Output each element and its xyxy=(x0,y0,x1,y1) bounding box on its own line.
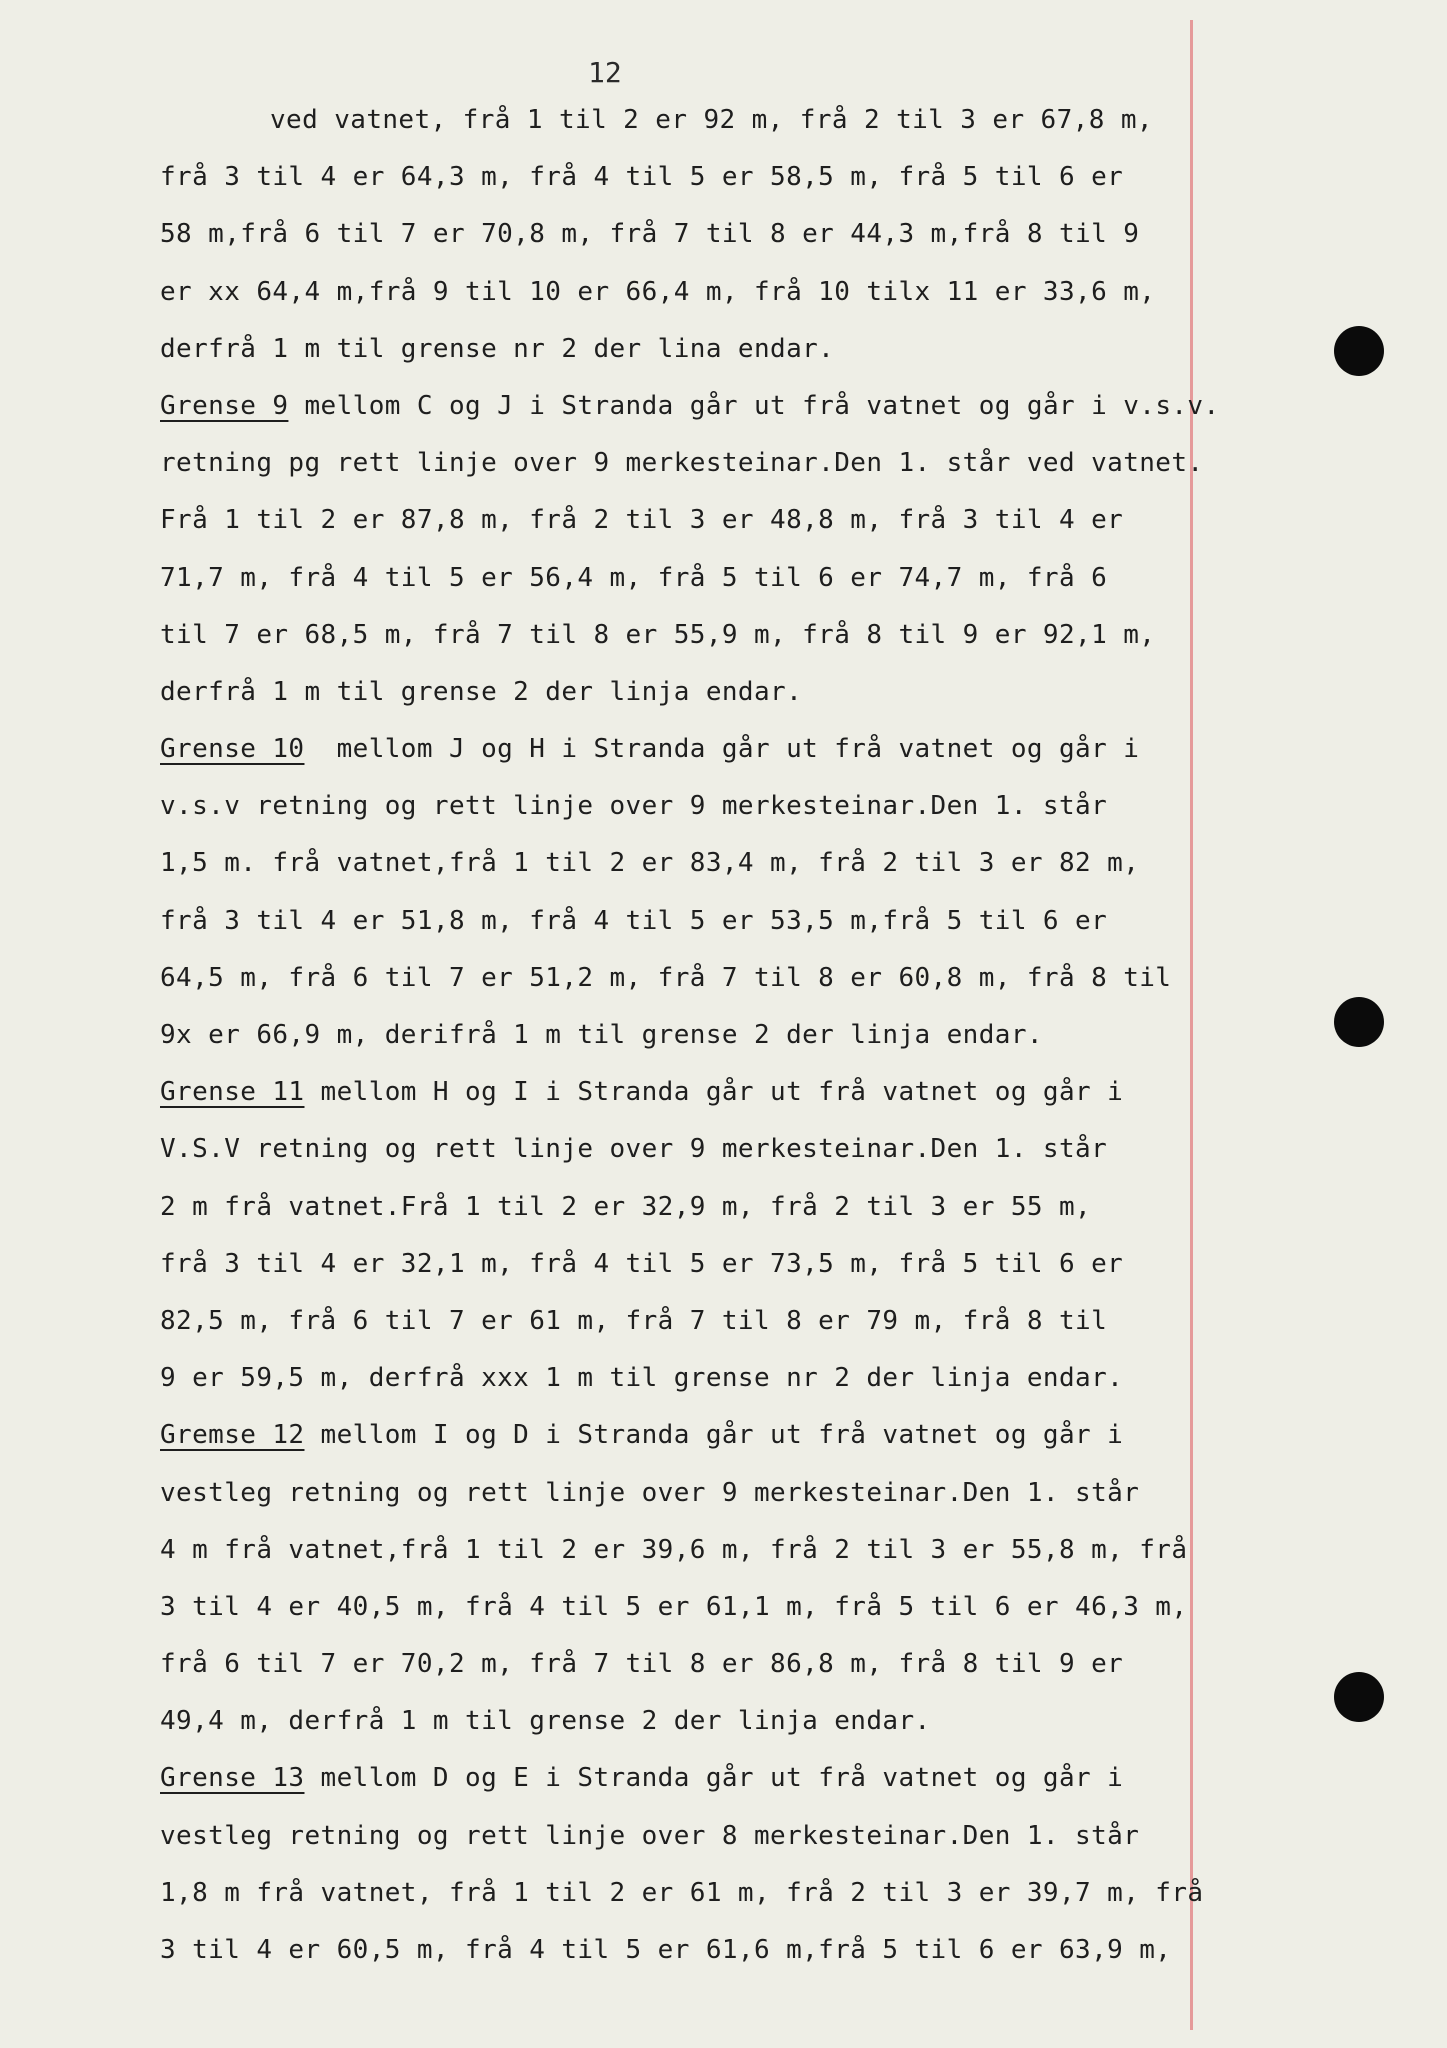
text-line xyxy=(160,893,1270,950)
line-text: 71,7 m, frå 4 til 5 er 56,4 m, frå 5 til 6 er 74,7 m, frå 6 xyxy=(160,562,1108,593)
line-text: 64,5 m, frå 6 til 7 er 51,2 m, frå 7 til 8 er 60,8 m, frå 8 til xyxy=(160,962,1172,993)
text-line xyxy=(160,1064,1270,1121)
line-text: 3 til 4 er 60,5 m, frå 4 til 5 er 61,6 m,frå 5 til 6 er 63,9 m, xyxy=(160,1935,1172,1965)
text-line xyxy=(160,1636,1270,1693)
line-text: 9x er 66,9 m, derifrå 1 m til grense 2 der linja endar. xyxy=(160,1020,1043,1050)
line-text: 58 m,frå 6 til 7 er 70,8 m, frå 7 til 8 er 44,3 m,frå 8 til 9 xyxy=(160,219,1140,250)
line-text: 82,5 m, frå 6 til 7 er 61 m, frå 7 til 8 er 79 m, frå 8 til xyxy=(160,1305,1108,1336)
text-line xyxy=(160,950,1270,1007)
text-line xyxy=(160,1407,1270,1464)
line-text: 1,5 m. frå vatnet,frå 1 til 2 er 83,4 m, frå 2 til 3 er 82 m, xyxy=(160,848,1140,879)
line-text: frå 3 til 4 er 32,1 m, frå 4 til 5 er 73,5 m, frå 5 til 6 er xyxy=(160,1248,1124,1279)
text-line xyxy=(160,1236,1270,1293)
text-line xyxy=(160,1750,1270,1807)
line-text: 1,8 m frå vatnet, frå 1 til 2 er 61 m, frå 2 til 3 er 39,7 m, frå xyxy=(160,1877,1204,1908)
binder-hole-icon xyxy=(1334,997,1384,1047)
text-line xyxy=(160,1293,1270,1350)
text-line xyxy=(160,92,1270,149)
text-line xyxy=(160,492,1270,549)
text-line xyxy=(160,1522,1270,1579)
line-text: mellom D og E i Stranda går ut frå vatnet og går i xyxy=(304,1763,1124,1794)
text-line xyxy=(160,1808,1270,1865)
section-heading: Grense 10 xyxy=(160,734,305,765)
text-line xyxy=(160,664,1270,721)
typewritten-text xyxy=(160,92,1270,1979)
line-text: er xx 64,4 m,frå 9 til 10 er 66,4 m, frå 10 tilx 11 er 33,6 m, xyxy=(160,276,1156,307)
text-line xyxy=(160,1007,1270,1064)
line-text: Frå 1 til 2 er 87,8 m, frå 2 til 3 er 48,8 m, frå 3 til 4 er xyxy=(160,505,1124,536)
text-line xyxy=(160,1693,1270,1750)
text-line xyxy=(160,264,1270,321)
line-text: til 7 er 68,5 m, frå 7 til 8 er 55,9 m, frå 8 til 9 er 92,1 m, xyxy=(160,619,1156,650)
line-text: 49,4 m, derfrå 1 m til grense 2 der linja endar. xyxy=(160,1706,931,1737)
line-text: vestleg retning og rett linje over 8 merkesteinar.Den 1. står xyxy=(160,1820,1140,1851)
line-text: frå 6 til 7 er 70,2 m, frå 7 til 8 er 86,8 m, frå 8 til 9 er xyxy=(160,1649,1124,1680)
page-number: 12 xyxy=(588,56,622,89)
text-line xyxy=(160,1121,1270,1178)
line-text: V.S.V retning og rett linje over 9 merkesteinar.Den 1. står xyxy=(160,1134,1108,1165)
text-line xyxy=(160,607,1270,664)
line-text: mellom J og H i Stranda går ut frå vatnet og går i xyxy=(304,734,1140,765)
text-line xyxy=(160,1179,1270,1236)
line-text: 9 er 59,5 m, derfrå xxx 1 m til grense nr 2 der linja endar. xyxy=(160,1363,1124,1394)
text-line xyxy=(160,1865,1270,1922)
text-line xyxy=(160,721,1270,778)
line-text: mellom C og J i Stranda går ut frå vatnet og går i v.s.v. xyxy=(288,390,1220,421)
line-text: derfrå 1 m til grense nr 2 der lina endar. xyxy=(160,333,835,364)
text-line xyxy=(160,1350,1270,1407)
line-text: derfrå 1 m til grense 2 der linja endar. xyxy=(160,676,803,707)
line-text: 2 m frå vatnet.Frå 1 til 2 er 32,9 m, frå 2 til 3 er 55 m, xyxy=(160,1191,1092,1222)
text-line xyxy=(160,1922,1270,1979)
text-line xyxy=(160,1465,1270,1522)
text-line xyxy=(160,835,1270,892)
section-heading: Gremse 12 xyxy=(160,1420,305,1451)
section-heading: Grense 13 xyxy=(160,1763,305,1794)
section-heading: Grense 9 xyxy=(160,390,289,421)
section-heading: Grense 11 xyxy=(160,1077,305,1108)
line-text: vestleg retning og rett linje over 9 merkesteinar.Den 1. står xyxy=(160,1477,1140,1508)
line-text: retning pg rett linje over 9 merkesteinar.Den 1. står ved vatnet. xyxy=(160,448,1204,479)
binder-hole-icon xyxy=(1334,1672,1384,1722)
text-line xyxy=(160,435,1270,492)
text-line xyxy=(160,378,1270,435)
line-text: mellom I og D i Stranda går ut frå vatnet og går i xyxy=(304,1420,1124,1451)
line-text: 4 m frå vatnet,frå 1 til 2 er 39,6 m, frå 2 til 3 er 55,8 m, frå xyxy=(160,1534,1188,1565)
line-text: frå 3 til 4 er 64,3 m, frå 4 til 5 er 58,5 m, frå 5 til 6 er xyxy=(160,162,1124,193)
text-line xyxy=(160,1579,1270,1636)
line-text: frå 3 til 4 er 51,8 m, frå 4 til 5 er 53,5 m,frå 5 til 6 er xyxy=(160,905,1108,936)
text-line xyxy=(160,206,1270,263)
line-text: mellom H og I i Stranda går ut frå vatnet og går i xyxy=(304,1077,1124,1108)
text-line xyxy=(160,149,1270,206)
text-line xyxy=(160,321,1270,378)
binder-hole-icon xyxy=(1334,326,1384,376)
line-text: ved vatnet, frå 1 til 2 er 92 m, frå 2 til 3 er 67,8 m, xyxy=(270,105,1153,135)
text-line xyxy=(160,778,1270,835)
line-text: 3 til 4 er 40,5 m, frå 4 til 5 er 61,1 m, frå 5 til 6 er 46,3 m, xyxy=(160,1591,1188,1622)
line-text: v.s.v retning og rett linje over 9 merkesteinar.Den 1. står xyxy=(160,791,1108,822)
text-line xyxy=(160,550,1270,607)
